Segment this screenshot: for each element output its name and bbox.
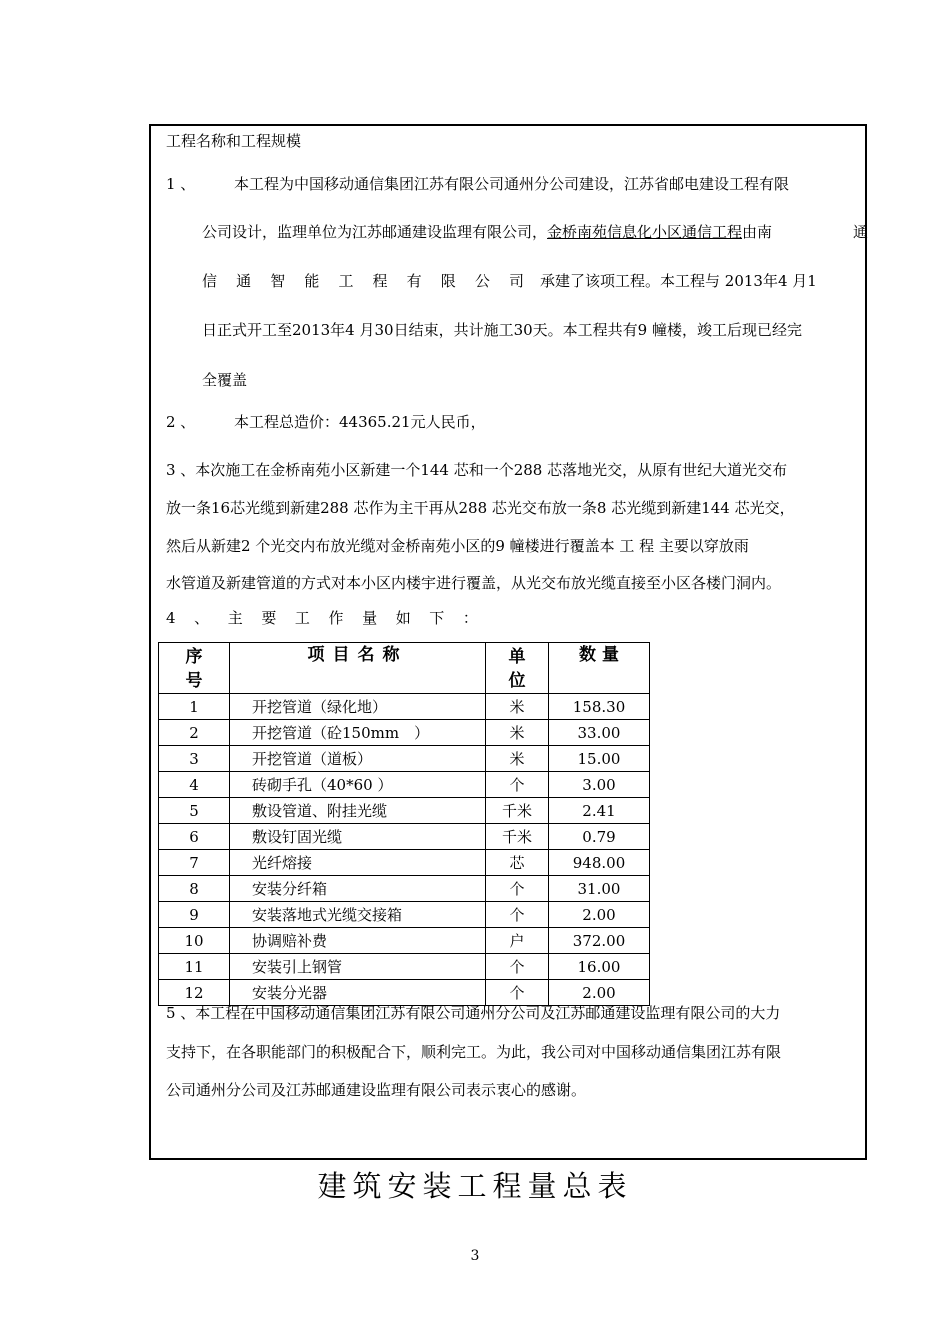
table-row [159, 850, 650, 876]
p1-line-3-rest: 承建了该项工程。本工程与 2013年4 月1 [540, 272, 817, 290]
char: 要 [261, 609, 277, 627]
cell-seq: 9 [159, 902, 230, 928]
cell-qty: 948.00 [549, 850, 650, 876]
cell-seq: 2 [159, 720, 230, 746]
cell-seq: 4 [159, 772, 230, 798]
cell-unit: 个 [486, 954, 549, 980]
cell-name: 开挖管道（道板） [230, 746, 486, 772]
cell-unit: 户 [486, 928, 549, 954]
cell-qty: 15.00 [549, 746, 650, 772]
char: 工 [338, 272, 354, 290]
contractor-name-spaced [202, 271, 524, 291]
cell-unit: 个 [486, 876, 549, 902]
char: 如 [395, 609, 411, 627]
table-row [159, 928, 650, 954]
header-unit-label: 单位 [508, 647, 526, 691]
table-row [159, 876, 650, 902]
cell-qty: 2.00 [549, 980, 650, 1006]
work-quantity-table [158, 642, 650, 1006]
p1-line-2-end: 通 [852, 223, 868, 241]
char: 通 [236, 272, 252, 290]
cell-name: 敷设管道、附挂光缆 [230, 798, 486, 824]
char: 智 [270, 272, 286, 290]
cell-seq: 12 [159, 980, 230, 1006]
cell-unit: 个 [486, 902, 549, 928]
cell-seq: 11 [159, 954, 230, 980]
cell-unit: 米 [486, 746, 549, 772]
p1-line-2 [202, 222, 868, 242]
cell-seq: 8 [159, 876, 230, 902]
cell-unit: 千米 [486, 824, 549, 850]
char: 作 [328, 609, 344, 627]
page-number: 3 [470, 1248, 480, 1264]
char: 有 [406, 272, 422, 290]
cell-name: 安装分纤箱 [230, 876, 486, 902]
cell-unit: 个 [486, 980, 549, 1006]
section-heading: 工程名称和工程规模 [166, 132, 302, 150]
char: 能 [304, 272, 320, 290]
header-seq [159, 643, 230, 694]
char: 限 [440, 272, 456, 290]
table-row [159, 824, 650, 850]
char: 工 [294, 609, 310, 627]
p3-line-1: 3 、本次施工在金桥南苑小区新建一个144 芯和一个288 芯落地光交，从原有世纪大道光交布 [166, 461, 788, 479]
cell-name: 安装引上钢管 [230, 954, 486, 980]
cell-unit: 个 [486, 772, 549, 798]
header-name: 项目名称 [230, 643, 486, 694]
p3-line-3: 然后从新建2 个光交内布放光缆对金桥南苑小区的9 幢楼进行覆盖本 工 程 主要以穿放雨 [166, 537, 749, 555]
cell-name: 安装落地式光缆交接箱 [230, 902, 486, 928]
p1-line-2-text: 公司设计，监理单位为江苏邮通建设监理有限公司， [202, 223, 548, 241]
p5-line-1: 5 、本工程在中国移动通信集团江苏有限公司通州分公司及江苏邮通建设监理有限公司的大力 [166, 1004, 781, 1022]
cell-seq: 5 [159, 798, 230, 824]
char: 信 [202, 272, 218, 290]
cell-qty: 31.00 [549, 876, 650, 902]
char: 司 [508, 272, 524, 290]
p1-line-4: 日正式开工至2013年4 月30日结束，共计施工30天。本工程共有9 幢楼，竣工后现已经完 [202, 321, 802, 339]
cell-name: 光纤熔接 [230, 850, 486, 876]
char: 公 [474, 272, 490, 290]
cell-seq: 3 [159, 746, 230, 772]
cell-seq: 7 [159, 850, 230, 876]
cell-unit: 米 [486, 720, 549, 746]
p5-line-2: 支持下，在各职能部门的积极配合下，顺利完工。为此，我公司对中国移动通信集团江苏有限 [166, 1043, 782, 1061]
header-seq-label: 序号 [185, 647, 203, 691]
char: 程 [372, 272, 388, 290]
p2-number: 2 、 [166, 413, 196, 431]
cell-qty: 3.00 [549, 772, 650, 798]
cell-name: 开挖管道（砼150mm ） [230, 720, 486, 746]
p1-line-2-post: 由南 [742, 223, 773, 241]
cell-seq: 1 [159, 694, 230, 720]
cell-name: 协调赔补费 [230, 928, 486, 954]
table-row [159, 720, 650, 746]
char: 4 [166, 609, 176, 627]
table-row [159, 902, 650, 928]
cell-name: 砖砌手孔（40*60 ） [230, 772, 486, 798]
p1-number: 1 、 [166, 175, 196, 193]
p4-heading [166, 608, 478, 628]
cell-qty: 372.00 [549, 928, 650, 954]
cell-seq: 6 [159, 824, 230, 850]
table-header-row [159, 643, 650, 694]
cell-qty: 2.00 [549, 902, 650, 928]
table-row [159, 694, 650, 720]
document-title: 建筑安装工程量总表 [317, 1169, 633, 1203]
p3-line-2: 放一条16芯光缆到新建288 芯作为主干再从288 芯光交布放一条8 芯光缆到新建144 芯光交， [166, 499, 795, 517]
cell-unit: 芯 [486, 850, 549, 876]
cell-name: 安装分光器 [230, 980, 486, 1006]
p5-line-3: 公司通州分公司及江苏邮通建设监理有限公司表示衷心的感谢。 [166, 1081, 587, 1099]
char: 下 [429, 609, 445, 627]
cell-qty: 2.41 [549, 798, 650, 824]
p2-text: 本工程总造价：44365.21元人民币， [234, 413, 486, 431]
cell-unit: 米 [486, 694, 549, 720]
p1-line-5: 全覆盖 [202, 371, 248, 389]
table-row [159, 980, 650, 1006]
table-row [159, 954, 650, 980]
cell-name: 敷设钉固光缆 [230, 824, 486, 850]
cell-qty: 158.30 [549, 694, 650, 720]
cell-qty: 16.00 [549, 954, 650, 980]
char: 量 [362, 609, 378, 627]
char: 主 [227, 609, 243, 627]
p3-line-4: 水管道及新建管道的方式对本小区内楼宇进行覆盖，从光交布放光缆直接至小区各楼门洞内。 [166, 574, 782, 592]
header-qty: 数 量 [549, 643, 650, 694]
cell-unit: 千米 [486, 798, 549, 824]
p1-line-1: 本工程为中国移动通信集团江苏有限公司通州分公司建设，江苏省邮电建设工程有限 [234, 175, 790, 193]
cell-name: 开挖管道（绿化地） [230, 694, 486, 720]
cell-qty: 33.00 [549, 720, 650, 746]
table-row [159, 746, 650, 772]
char: 、 [194, 609, 210, 627]
table-row [159, 772, 650, 798]
char: ： [462, 609, 478, 627]
header-unit [486, 643, 549, 694]
cell-qty: 0.79 [549, 824, 650, 850]
cell-seq: 10 [159, 928, 230, 954]
table-row [159, 798, 650, 824]
project-name-link: 金桥南苑信息化小区通信工程 [547, 223, 743, 241]
